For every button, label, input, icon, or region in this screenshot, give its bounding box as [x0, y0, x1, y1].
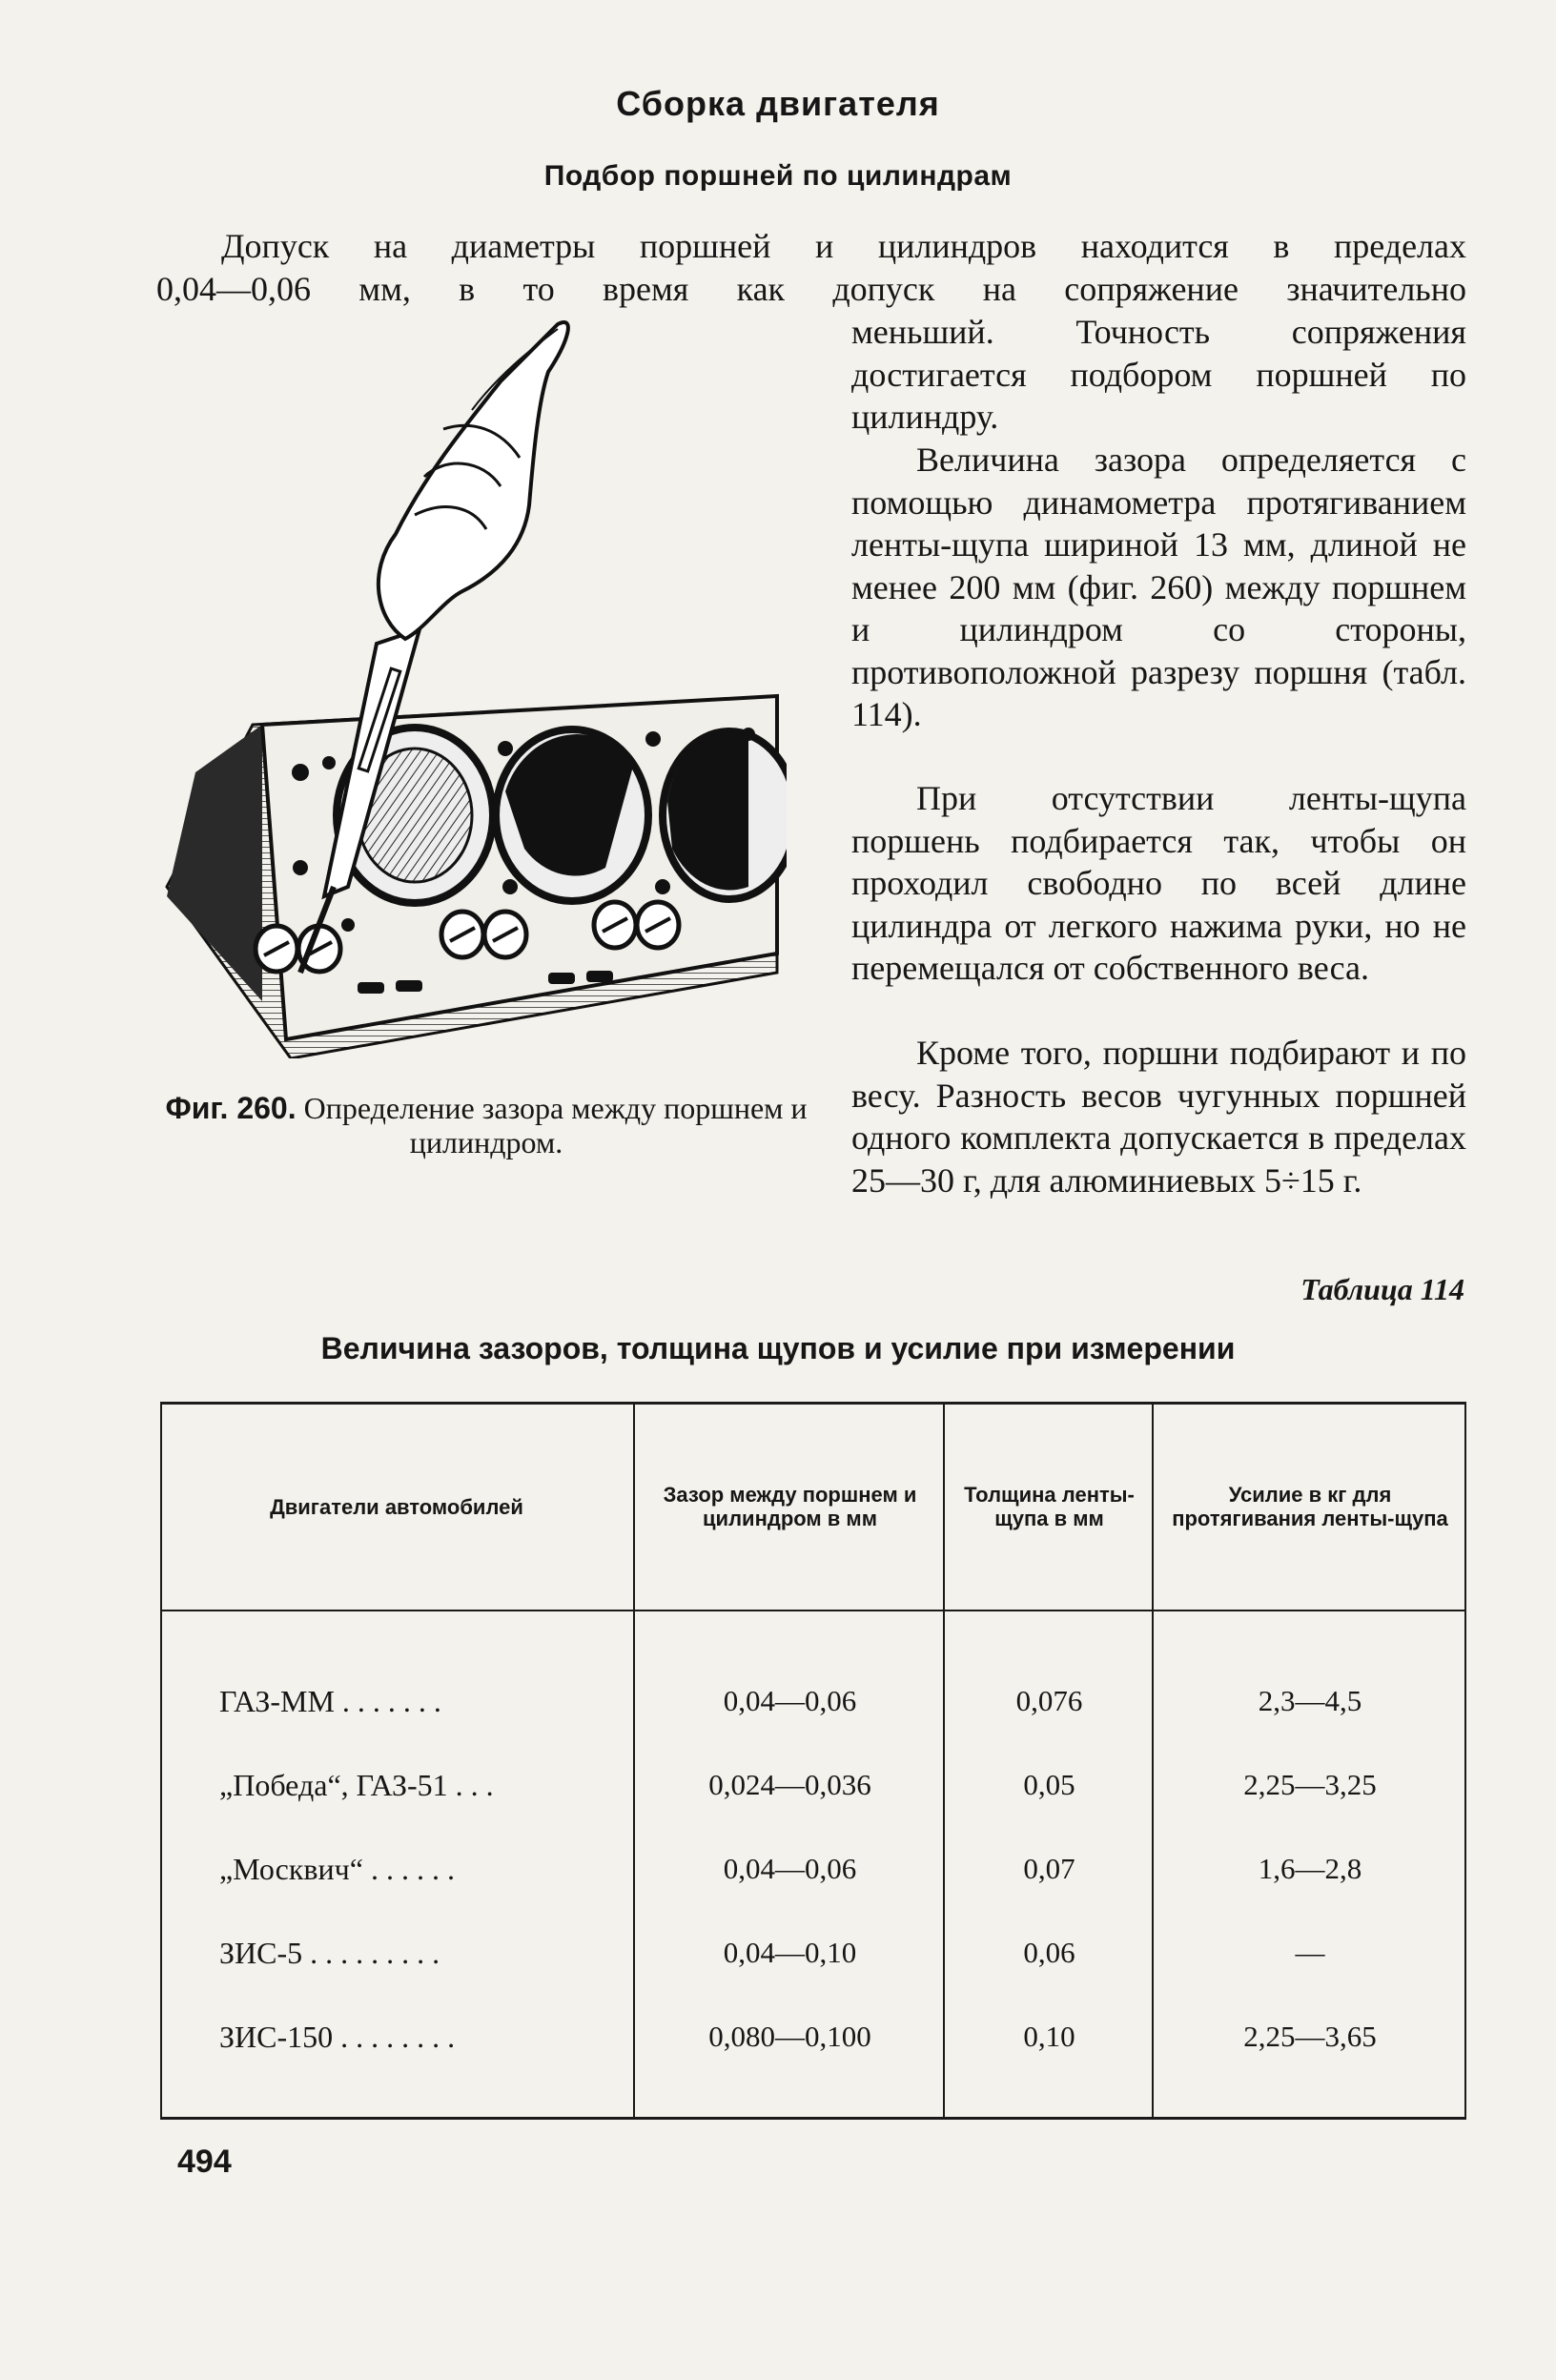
clearance-cell: 0,024—0,036	[708, 1768, 871, 1801]
figure-caption-label: Фиг. 260.	[165, 1091, 297, 1125]
table-row	[160, 1827, 1466, 1911]
table-row	[160, 1911, 1466, 1995]
table-row	[160, 1743, 1466, 1827]
figure-caption	[153, 1091, 820, 1159]
thickness-cell: 0,06	[1023, 1936, 1075, 1969]
paragraph-2: Величина зазора определяется с помощью динамометра протягиванием ленты-щупа шириной 13 мм, длиной не менее 200 мм (фиг. 260) между поршнем и цилиндром со стороны, противоположной разрезу поршня (табл. 114).	[851, 441, 1466, 733]
table-bottom-rule	[160, 2117, 1466, 2120]
figure-260-illustration	[157, 315, 787, 1058]
header-engines: Двигатели автомобилей	[270, 1494, 523, 1519]
table-row	[160, 1995, 1466, 2079]
subsection-title: Подбор поршней по цилиндрам	[543, 160, 1013, 192]
clearance-table	[160, 1402, 1466, 2119]
thickness-cell: 0,076	[1015, 1684, 1083, 1717]
paragraph-1-rest: меньший. Точность сопряжения достигается подбором поршней по цилиндру.	[851, 313, 1466, 436]
page-number: 494	[177, 2144, 232, 2180]
table-title: Величина зазоров, толщина щупов и усилие при измерении	[320, 1331, 1236, 1365]
force-cell: 2,3—4,5	[1258, 1684, 1362, 1717]
engine-cell: ГАЗ-ММ . . . . . . .	[219, 1683, 441, 1718]
thickness-cell: 0,05	[1023, 1768, 1075, 1801]
hand-icon	[379, 322, 568, 639]
force-cell: 1,6—2,8	[1258, 1852, 1362, 1885]
engine-cell: „Победа“, ГАЗ-51 . . .	[219, 1767, 494, 1802]
paragraph-3: При отсутствии ленты-щупа поршень подбирается так, чтобы он проходил свободно по всей длине цилиндра от легкого нажима руки, но не перемещался от собственного веса.	[851, 779, 1466, 987]
thickness-cell: 0,07	[1023, 1852, 1075, 1885]
intro-line-1: Допуск на диаметры поршней и цилиндров находится в пределах	[221, 227, 1466, 265]
clearance-cell: 0,04—0,10	[723, 1936, 857, 1969]
thickness-cell: 0,10	[1023, 2020, 1075, 2053]
paragraph-4: Кроме того, поршни подбирают и по весу. Разность весов чугунных поршней одного комплекта допускается в пределах 25—30 г, для алюминиевых 5÷15 г.	[851, 1034, 1466, 1200]
force-cell: 2,25—3,25	[1243, 1768, 1377, 1801]
table-row	[160, 1659, 1466, 1743]
header-thickness: Толщина ленты-щупа в мм	[964, 1483, 1135, 1530]
figure-caption-text: Определение зазора между поршнем и цилиндром.	[303, 1091, 808, 1159]
engine-cell: „Москвич“ . . . . . .	[219, 1851, 455, 1886]
header-force: Усилие в кг для протягивания ленты-щупа	[1172, 1483, 1448, 1530]
table-label: Таблица 114	[1300, 1272, 1464, 1306]
section-title: Сборка двигателя	[616, 84, 940, 123]
engine-cell: ЗИС-5 . . . . . . . . .	[219, 1935, 440, 1970]
clearance-cell: 0,04—0,06	[723, 1684, 857, 1717]
engine-cell: ЗИС-150 . . . . . . . .	[219, 2019, 456, 2054]
clearance-cell: 0,080—0,100	[708, 2020, 871, 2053]
engine-block-drawing	[157, 315, 787, 1058]
intro-line-2: 0,04—0,06 мм, в то время как допуск на сопряжение значительно	[156, 270, 1466, 308]
clearance-cell: 0,04—0,06	[723, 1852, 857, 1885]
force-cell: 2,25—3,65	[1243, 2020, 1377, 2053]
header-clearance: Зазор между поршнем и цилиндром в мм	[663, 1483, 917, 1530]
force-cell: —	[1295, 1936, 1325, 1969]
